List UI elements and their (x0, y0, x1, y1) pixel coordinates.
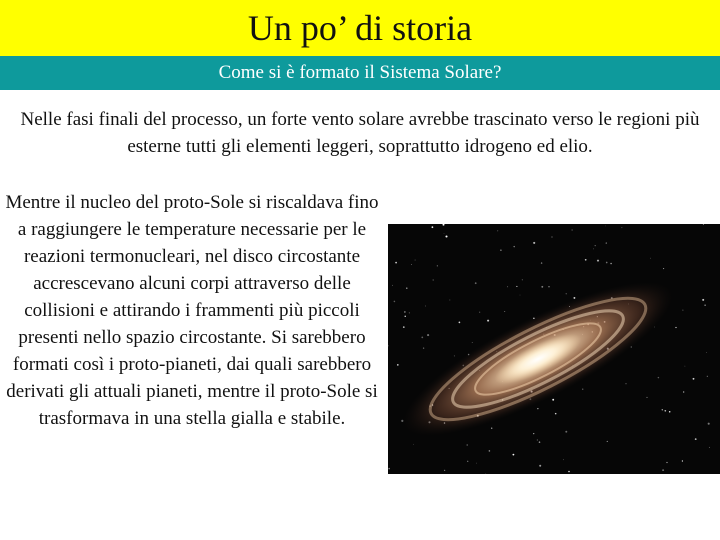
star (432, 226, 434, 228)
star (663, 268, 664, 269)
star (415, 260, 416, 261)
star (409, 312, 410, 313)
star (563, 459, 564, 460)
slide-subtitle: Come si è formato il Sistema Solare? (218, 62, 502, 83)
star (467, 461, 468, 462)
star (397, 364, 399, 366)
star (392, 285, 393, 286)
star (475, 282, 477, 284)
star (606, 262, 608, 264)
star (595, 245, 596, 246)
star (497, 231, 498, 232)
star (704, 305, 705, 306)
star (513, 246, 514, 247)
star (537, 439, 538, 440)
star (504, 311, 505, 312)
star (585, 259, 587, 261)
star (403, 326, 405, 328)
star (606, 242, 607, 243)
star (520, 295, 521, 296)
star (682, 460, 683, 461)
star (454, 355, 455, 356)
intro-paragraph: Nelle fasi finali del processo, un forte vento solare avrebbe trascinato verso le regioni più esterne tutti gli elementi leggeri, soprattutto idrogeno ed elio. (20, 109, 700, 157)
star (491, 428, 492, 429)
slide-title: Un po’ di storia (247, 8, 473, 48)
star (421, 336, 423, 338)
star (539, 465, 541, 467)
star (683, 391, 684, 392)
body-paragraph: Mentre il nucleo del proto-Sole si riscaldava fino a raggiungere le temperature necessarie per le reazioni termonucleari, nel disco circostante accrescevano alcuni corpi attraverso delle collisioni e attirando i frammenti più piccoli presenti nello spazio circostante. Si sarebbero formati così i proto-pianeti, dai quali sarebbero derivati gli attuali pianeti, mentre il proto-Sole si trasformava in una stella gialla e stabile. (5, 192, 379, 429)
star (625, 383, 626, 384)
star (425, 306, 426, 307)
star (433, 279, 434, 280)
star (401, 420, 403, 422)
star (685, 366, 686, 367)
star (537, 408, 538, 409)
star (485, 473, 486, 474)
star (533, 242, 535, 244)
star (675, 327, 676, 328)
star (707, 376, 708, 377)
star (568, 471, 570, 473)
star (650, 258, 651, 259)
star (662, 469, 664, 471)
star (573, 297, 575, 299)
star (572, 229, 573, 230)
star (582, 389, 583, 390)
star (459, 322, 461, 324)
star (702, 299, 704, 301)
star (411, 264, 412, 265)
star (444, 470, 445, 471)
star (427, 334, 429, 336)
star (476, 463, 477, 464)
star (541, 286, 543, 288)
star (551, 236, 552, 237)
star (555, 413, 557, 415)
star (450, 300, 451, 301)
star (394, 301, 396, 303)
star (522, 279, 523, 280)
star (610, 263, 612, 265)
star (708, 423, 710, 425)
star (413, 444, 414, 445)
star (539, 441, 541, 443)
star (709, 447, 710, 448)
star (607, 441, 608, 442)
star (666, 462, 667, 463)
star (597, 260, 599, 262)
star (487, 320, 489, 322)
star (444, 233, 445, 234)
star (404, 311, 405, 312)
star (467, 444, 468, 445)
star (489, 450, 491, 452)
star (706, 352, 707, 353)
subtitle-bar (0, 56, 720, 90)
star (593, 249, 594, 250)
star (437, 265, 438, 266)
star (479, 312, 480, 313)
star (541, 262, 542, 263)
star (445, 235, 447, 237)
star (622, 227, 623, 228)
star (693, 378, 695, 380)
star (548, 286, 549, 287)
star (566, 293, 567, 294)
star (647, 397, 648, 398)
star (406, 288, 407, 289)
star (682, 310, 683, 311)
star (695, 438, 697, 440)
disk-illustration (388, 224, 720, 474)
star (472, 342, 473, 343)
star (395, 262, 397, 264)
star (513, 454, 515, 456)
star (423, 347, 424, 348)
star (664, 410, 666, 412)
star (658, 377, 659, 378)
star (552, 399, 554, 401)
star (516, 286, 517, 287)
star (703, 224, 704, 225)
star (533, 433, 534, 434)
title-bar (0, 0, 720, 56)
star (500, 249, 502, 251)
star (565, 431, 567, 433)
star (388, 468, 390, 470)
star (605, 226, 606, 227)
star (669, 411, 671, 413)
protoplanetary-disk-image (388, 224, 720, 474)
star (662, 409, 663, 410)
star (405, 316, 406, 317)
star (507, 286, 508, 287)
